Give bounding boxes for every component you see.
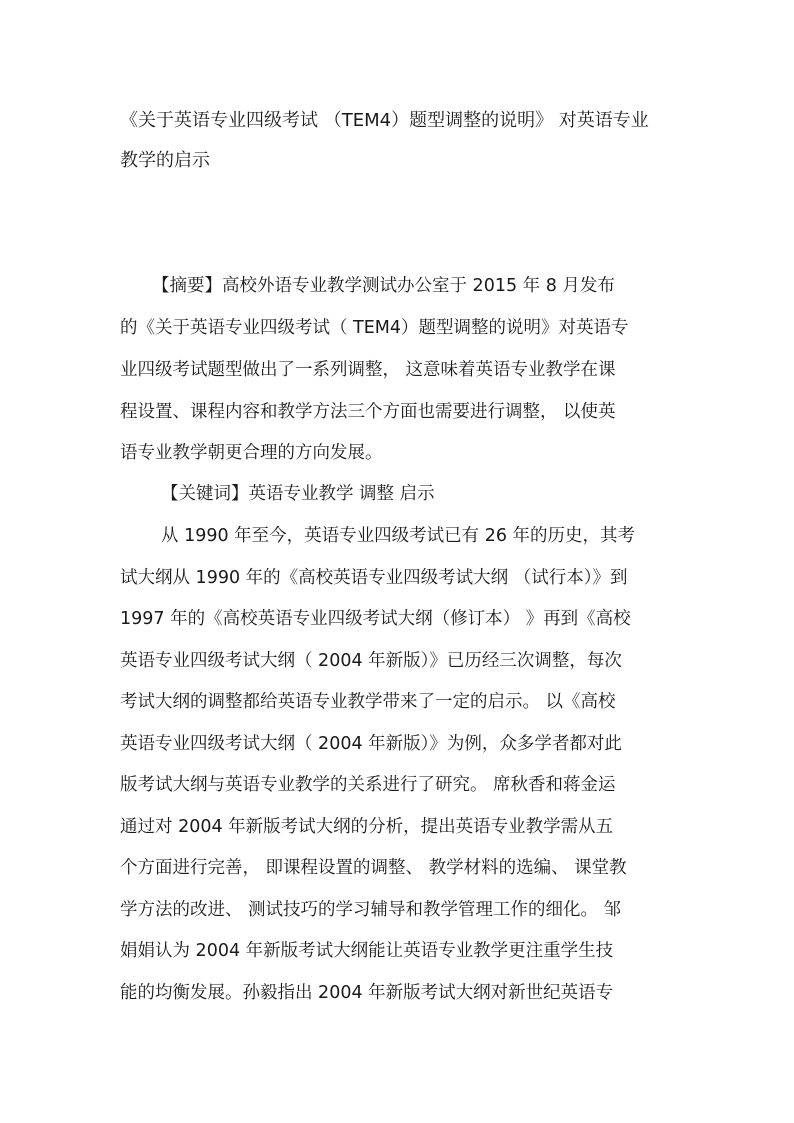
abstract-line-2: 的《关于英语专业四级考试（ TEM4）题型调整的说明》对英语专 [120, 318, 629, 338]
abstract-line-5: 语专业教学朝更合理的方向发展。 [120, 443, 383, 463]
abstract-line-3: 业四级考试题型做出了一系列调整， 这意味着英语专业教学在课 [120, 360, 616, 380]
body-line-9: 个方面进行完善， 即课程设置的调整、 教学材料的选编、 课堂教 [120, 858, 627, 878]
body-line-5: 考试大纲的调整都给英语专业教学带来了一定的启示。 以《高校 [120, 692, 616, 712]
abstract-line-4: 程设置、课程内容和教学方法三个方面也需要进行调整， 以使英 [120, 402, 616, 422]
body-line-10: 学方法的改进、 测试技巧的学习辅导和教学管理工作的细化。 邹 [120, 900, 622, 920]
body-line-2: 试大纲从 1990 年的《高校英语专业四级考试大纲 （试行本）》到 [120, 568, 628, 588]
body-line-1: 从 1990 年至今，英语专业四级考试已有 26 年的历史，其考 [161, 526, 636, 546]
body-line-6: 英语专业四级考试大纲（ 2004 年新版）》为例，众多学者都对此 [120, 734, 622, 754]
body-line-4: 英语专业四级考试大纲（ 2004 年新版）》已历经三次调整，每次 [120, 651, 622, 671]
title-line-1: 《关于英语专业四级考试 （TEM4）题型调整的说明》 对英语专业 [120, 110, 649, 131]
keywords-line: 【关键词】英语专业教学 调整 启示 [161, 484, 435, 504]
body-line-11: 娟娟认为 2004 年新版考试大纲能让英语专业教学更注重学生技 [120, 941, 614, 961]
abstract-line-1: 【摘要】高校外语专业教学测试办公室于 2015 年 8 月发布 [152, 276, 615, 296]
title-line-2: 教学的启示 [120, 150, 210, 171]
body-line-3: 1997 年的《高校英语专业四级考试大纲（修订本） 》再到《高校 [120, 609, 631, 629]
body-line-12: 能的均衡发展。孙毅指出 2004 年新版考试大纲对新世纪英语专 [120, 983, 614, 1003]
body-line-7: 版考试大纲与英语专业教学的关系进行了研究。 席秋香和蒋金运 [120, 775, 616, 795]
body-line-8: 通过对 2004 年新版考试大纲的分析，提出英语专业教学需从五 [120, 817, 614, 837]
